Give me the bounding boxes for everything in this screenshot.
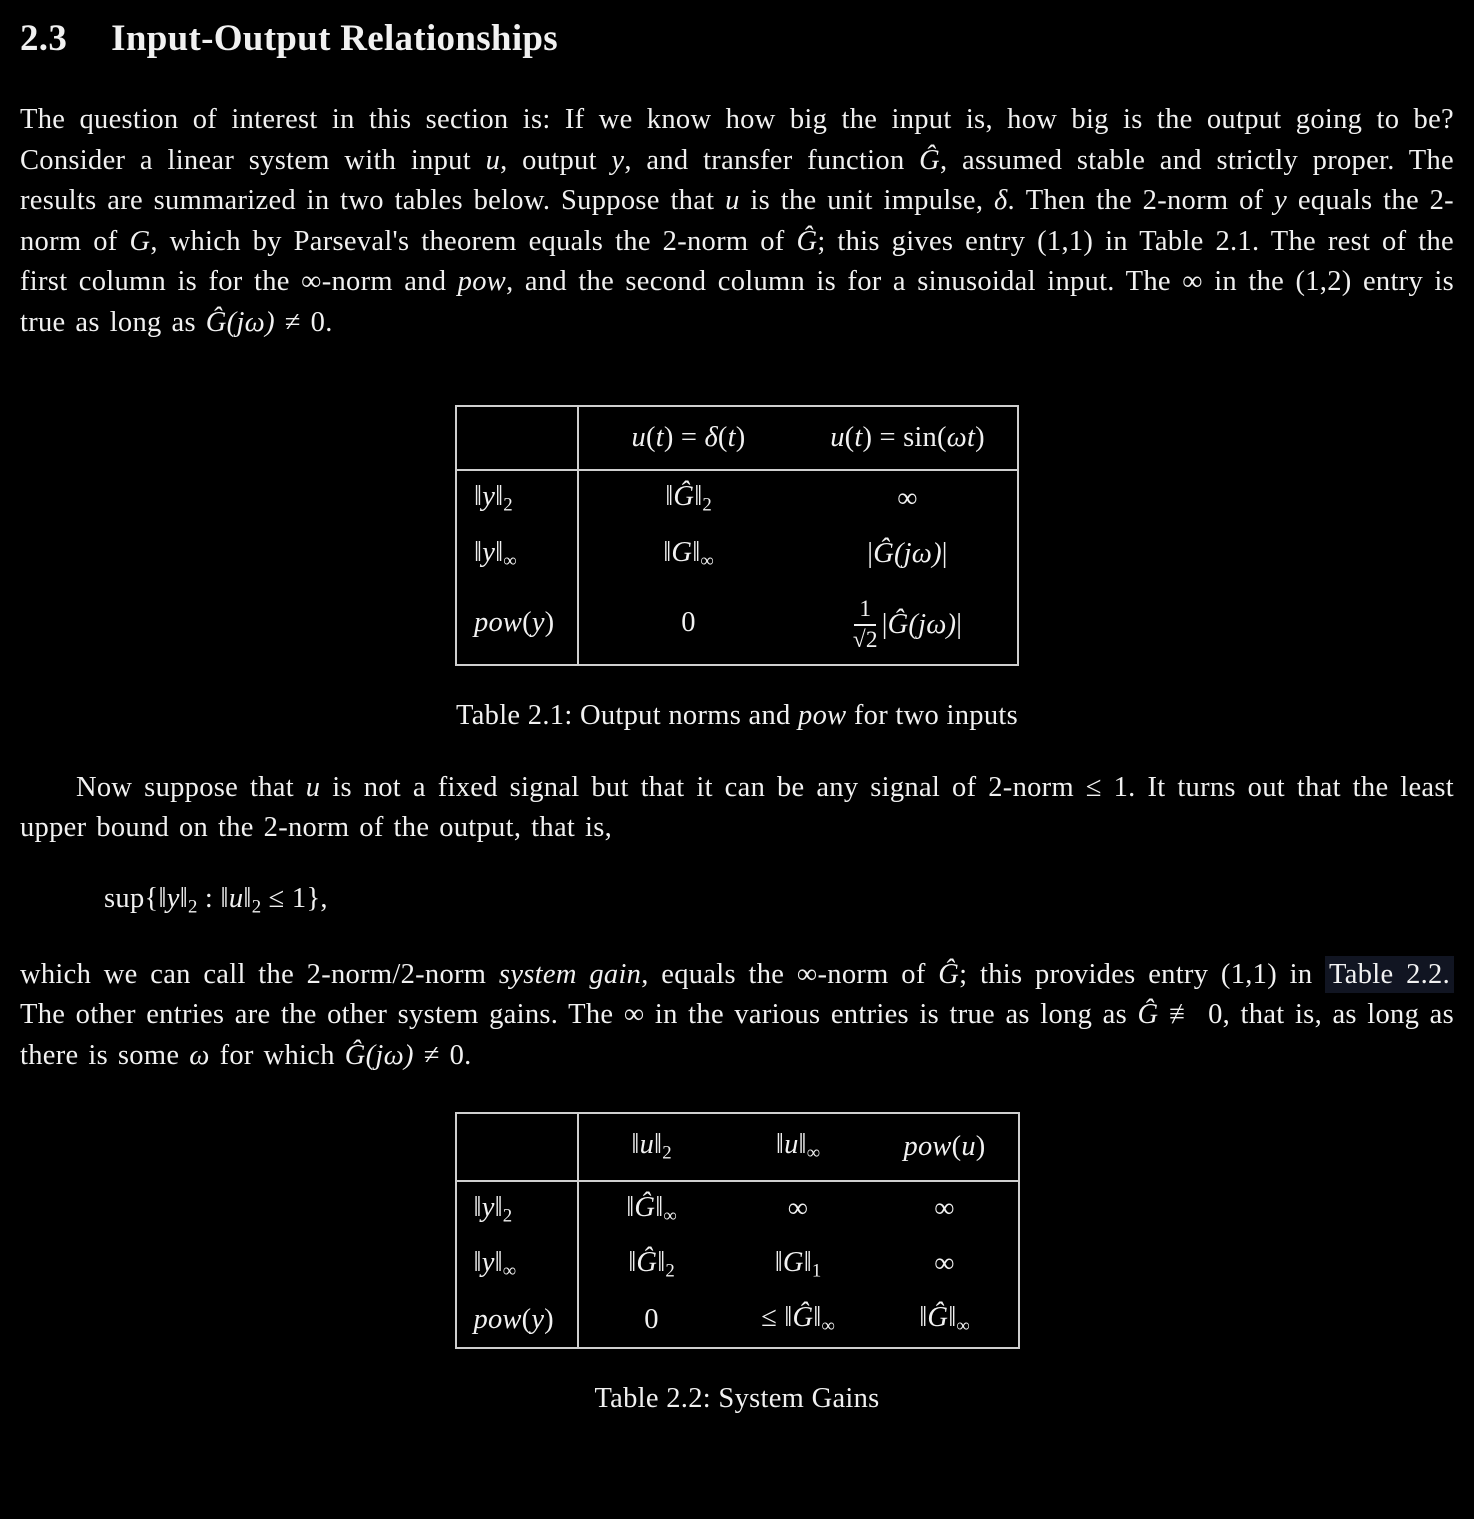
row-label-y-2norm: ‖y‖2: [456, 1181, 578, 1237]
fraction-one-over-sqrt2: [853, 596, 878, 654]
cell-y2norm-impulse: ‖Ĝ‖2: [665, 481, 712, 516]
cell-powy-uinf: ≤ ‖Ĝ‖∞: [761, 1302, 835, 1337]
cell-y2-powu: ∞: [934, 1193, 955, 1225]
cell-yinfnorm-sinusoid: |Ĝ(jω)|: [867, 538, 948, 570]
cell-yinf-uinf: ‖G‖1: [774, 1246, 822, 1282]
cell-powy-u2: 0: [644, 1303, 659, 1335]
table-2-2: [455, 1112, 1020, 1349]
table-2-2-header-pow-u: pow(u): [872, 1113, 1019, 1180]
table-row-y-infnorm: [456, 527, 1018, 582]
cell-y2-uinf: ∞: [787, 1193, 809, 1225]
cell-yinf-u2: ‖Ĝ‖2: [628, 1246, 675, 1282]
table-row-y-infnorm: [456, 1237, 1019, 1292]
table-row-y-2norm: [456, 1181, 1019, 1237]
section-number: 2.3: [20, 18, 68, 59]
table-row-pow-y: [456, 1292, 1019, 1348]
row-label-y-2norm: ‖y‖2: [456, 470, 578, 526]
section-heading: [20, 16, 1454, 62]
table-2-2-corner-cell: [456, 1113, 578, 1180]
table-2-2-figure: [20, 1112, 1454, 1415]
table-2-1-header-sinusoid-input: u(t) = sin(ωt): [798, 406, 1018, 470]
section-title: Input-Output Relationships: [111, 18, 558, 59]
table-2-1: [455, 405, 1019, 665]
cell-yinf-powu: ∞: [934, 1248, 955, 1280]
table-row-y-2norm: [456, 470, 1018, 526]
fraction-magnitude-term: |Ĝ(jω)|: [881, 608, 963, 640]
paragraph-system-gain: which we can call the 2-norm/2-norm system gain, equals the ∞-norm of Ĝ; this provides entry (1,1) in Table 2.2. The other entries are the other system gains. The ∞ in the various entries is true as long as Ĝ ≢ 0, that is, as long as there is some ω for which Ĝ(jω) ≠ 0.: [20, 955, 1454, 1077]
cell-y2norm-sinusoid: ∞: [897, 482, 918, 514]
cell-powy-impulse: 0: [681, 606, 696, 638]
table-2-2-header-u-infnorm: ‖u‖∞: [725, 1113, 872, 1180]
table-2-2-caption: Table 2.2: System Gains: [594, 1383, 880, 1415]
table-2-1-figure: [20, 405, 1454, 731]
table-row-pow-y: [456, 582, 1018, 665]
cell-y2-u2: ‖Ĝ‖∞: [626, 1191, 677, 1226]
cell-powy-powu: ‖Ĝ‖∞: [919, 1302, 970, 1337]
display-equation-sup: sup{‖y‖2 : ‖u‖2 ≤ 1},: [104, 882, 328, 917]
fraction-numerator: 1: [854, 596, 876, 626]
row-label-pow-y: pow(y): [456, 582, 578, 665]
table-2-1-header-impulse-input: u(t) = δ(t): [578, 406, 798, 470]
table-2-2-header-row: [456, 1113, 1019, 1180]
cell-powy-sinusoid: [798, 582, 1018, 665]
table-2-2-header-u-2norm: ‖u‖2: [578, 1113, 725, 1180]
fraction-expression: [853, 596, 962, 654]
row-label-pow-y: pow(y): [456, 1292, 578, 1348]
paragraph-now-suppose: Now suppose that u is not a fixed signal but that it can be any signal of 2-norm ≤ 1. It turns out that the least upper bound on the 2-norm of the output, that is,: [20, 771, 1454, 844]
paragraph-intro: The question of interest in this section is: If we know how big the input is, how big is the output going to be? Consider a linear system with input u, output y, and transfer function Ĝ, assumed stable and strictly proper. The results are summarized in two tables below. Suppose that u is the unit impulse, δ. Then the 2-norm of y equals the 2-norm of G, which by Parseval's theorem equals the 2-norm of Ĝ; this gives entry (1,1) in Table 2.1. The rest of the first column is for the ∞-norm and pow, and the second column is for a sinusoidal input. The ∞ in the (1,2) entry is true as long as Ĝ(jω) ≠ 0.: [20, 104, 1454, 338]
row-label-y-infnorm: ‖y‖∞: [456, 1237, 578, 1292]
table-2-1-header-row: [456, 406, 1018, 470]
fraction-denominator: √2: [852, 626, 878, 653]
row-label-y-infnorm: ‖y‖∞: [456, 527, 578, 582]
cell-yinfnorm-impulse: ‖G‖∞: [663, 536, 714, 571]
table-2-1-caption: Table 2.1: Output norms and pow for two inputs: [456, 699, 1018, 731]
table-2-1-corner-cell: [456, 406, 578, 470]
